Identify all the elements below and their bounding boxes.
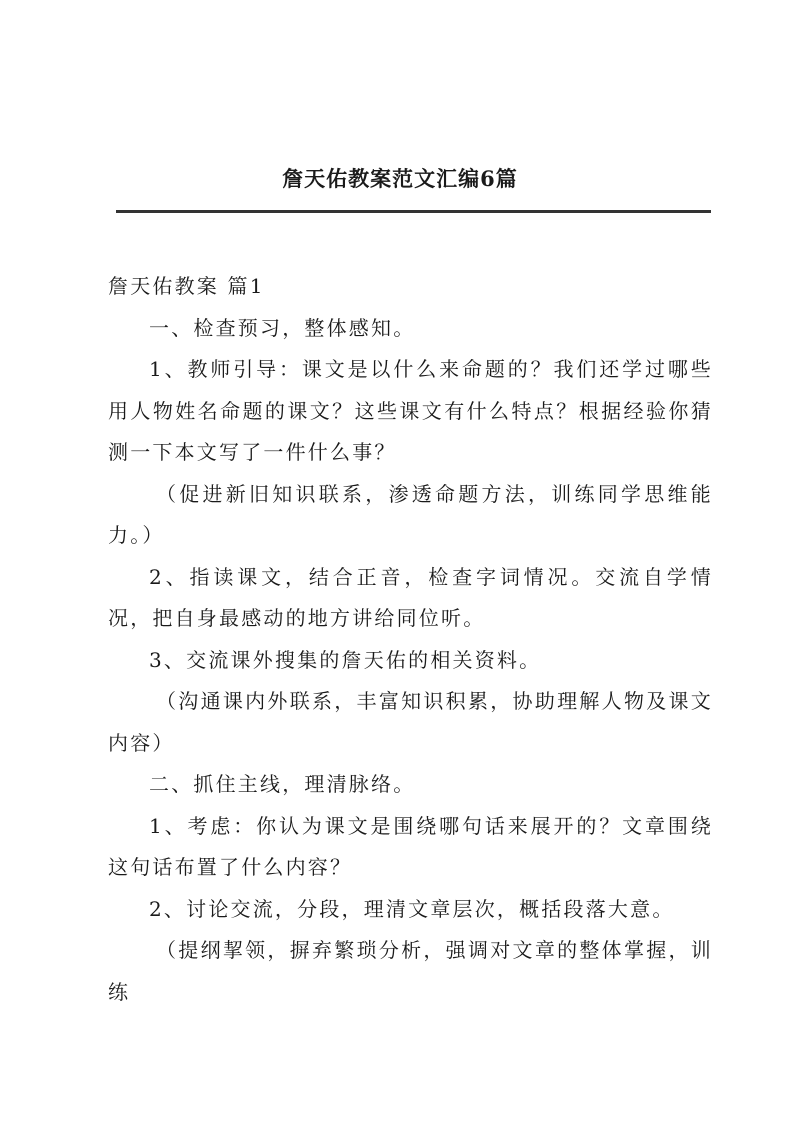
title-divider (116, 210, 711, 213)
paragraph-10: （提纲挈领，摒弃繁琐分析，强调对文章的整体掌握，训练 (108, 938, 713, 1004)
paragraph-6: （沟通课内外联系，丰富知识积累，协助理解人物及课文内容） (108, 689, 713, 755)
paragraph-3: （促进新旧知识联系，渗透命题方法，训练同学思维能力。） (108, 481, 713, 547)
paragraph-1: 一、检查预习，整体感知。 (149, 315, 416, 340)
paragraph-2: 1、教师引导：课文是以什么来命题的？我们还学过哪些用人物姓名命题的课文？这些课文有什么特点？根据经验你猜测一下本文写了一件什么事？ (108, 357, 713, 464)
document-body (108, 266, 713, 1013)
document-title: 詹天佑教案范文汇编6篇 (282, 166, 518, 191)
paragraph-8: 1、考虑：你认为课文是围绕哪句话来展开的？文章围绕这句话布置了什么内容？ (108, 813, 713, 879)
section-heading: 詹天佑教案 篇1 (108, 274, 265, 298)
paragraph-7: 二、抓住主线，理清脉络。 (149, 772, 416, 796)
paragraph-9: 2、讨论交流，分段，理清文章层次，概括段落大意。 (149, 896, 675, 921)
paragraph-5: 3、交流课外搜集的詹天佑的相关资料。 (149, 647, 542, 672)
paragraph-4: 2、指读课文，结合正音，检查字词情况。交流自学情况，把自身最感动的地方讲给同位听。 (108, 564, 713, 630)
